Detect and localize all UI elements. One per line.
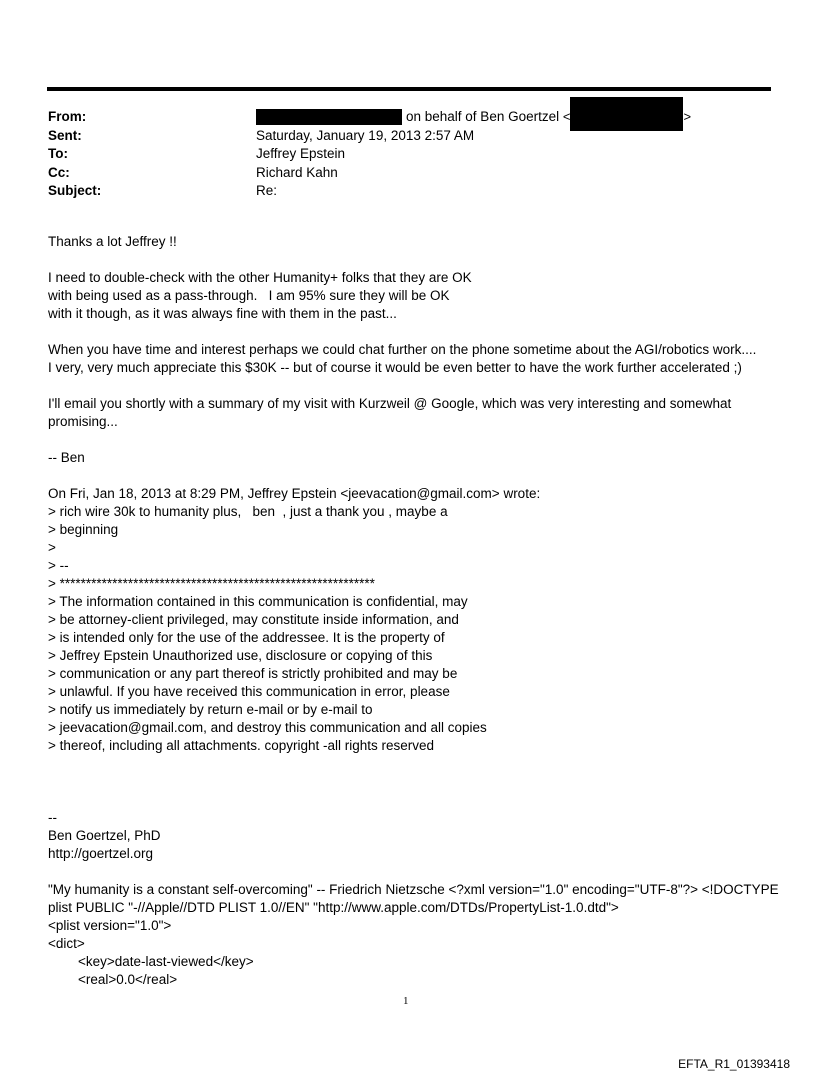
plist-line: <plist version="1.0"> — [48, 918, 172, 933]
quoted-line: > The information contained in this communication is confidential, may — [48, 594, 468, 609]
document-id: EFTA_R1_01393418 — [678, 1057, 790, 1071]
body-line: with being used as a pass-through. I am 95% sure they will be OK — [48, 288, 450, 303]
cc-label: Cc: — [48, 164, 70, 180]
cc-row — [48, 164, 768, 183]
body-line: promising... — [48, 414, 118, 429]
body-line: with it though, as it was always fine with them in the past... — [48, 306, 397, 321]
subject-row — [48, 182, 768, 201]
subject-label: Subject: — [48, 183, 102, 198]
email-body — [48, 233, 788, 989]
body-line: I very, very much appreciate this $30K -- but of course it would be even better to have the work further accelerated ;) — [48, 360, 742, 375]
sent-label: Sent: — [48, 127, 82, 143]
signature-short: -- Ben — [48, 450, 85, 465]
signature-url: http://goertzel.org — [48, 846, 154, 861]
quoted-line: > is intended only for the use of the addressee. It is the property of — [48, 630, 445, 645]
sent-value: Saturday, January 19, 2013 2:57 AM — [256, 127, 475, 143]
from-label: From: — [48, 109, 87, 124]
body-line: Thanks a lot Jeffrey !! — [48, 234, 177, 249]
page-number: 1 — [403, 995, 409, 1007]
quoted-line: > -- — [48, 558, 69, 573]
plist-line: <dict> — [48, 936, 85, 951]
quoted-line: > be attorney-client privileged, may constitute inside information, and — [48, 612, 459, 627]
from-gt: > — [683, 109, 692, 124]
quoted-line: > — [48, 540, 56, 555]
body-line: When you have time and interest perhaps we could chat further on the phone sometime about the AGI/robotics work.... — [48, 342, 757, 357]
quoted-line: > Jeffrey Epstein Unauthorized use, disclosure or copying of this — [48, 648, 433, 663]
plist-line: plist PUBLIC "-//Apple//DTD PLIST 1.0//EN" "http://www.apple.com/DTDs/PropertyList-1.0.dtd"> — [48, 900, 619, 915]
signature-quote: "My humanity is a constant self-overcoming" -- Friedrich Nietzsche <?xml version="1.0" encoding="UTF-8"?> <!DOCTYPE — [48, 882, 779, 897]
quoted-line: > thereof, including all attachments. copyright -all rights reserved — [48, 738, 435, 753]
body-line: I'll email you shortly with a summary of my visit with Kurzweil @ Google, which was very interesting and somewhat — [48, 396, 732, 411]
redaction-box — [256, 109, 402, 125]
to-label: To: — [48, 146, 68, 161]
subject-value: Re: — [256, 183, 278, 198]
from-lt: < — [562, 109, 571, 124]
quoted-line: > communication or any part thereof is strictly prohibited and may be — [48, 666, 458, 681]
plist-line: <real>0.0</real> — [48, 972, 178, 987]
from-text: on behalf of Ben Goertzel — [406, 109, 560, 124]
sent-row — [48, 127, 768, 146]
quoted-line: > jeevacation@gmail.com, and destroy this communication and all copies — [48, 720, 487, 735]
signature-name: Ben Goertzel, PhD — [48, 828, 161, 843]
to-value: Jeffrey Epstein — [256, 146, 346, 161]
quoted-line: > rich wire 30k to humanity plus, ben , just a thank you , maybe a — [48, 504, 448, 519]
signature-separator: -- — [48, 810, 57, 825]
quote-intro: On Fri, Jan 18, 2013 at 8:29 PM, Jeffrey Epstein <jeevacation@gmail.com> wrote: — [48, 486, 541, 501]
plist-line: <key>date-last-viewed</key> — [48, 954, 254, 969]
email-header — [48, 108, 768, 201]
to-row — [48, 145, 768, 164]
quoted-line: > beginning — [48, 522, 119, 537]
quoted-line: > notify us immediately by return e-mail or by e-mail to — [48, 702, 373, 717]
quoted-line: > ************************************************************ — [48, 576, 375, 591]
body-line: I need to double-check with the other Humanity+ folks that they are OK — [48, 270, 472, 285]
cc-value: Richard Kahn — [256, 164, 338, 180]
quoted-line: > unlawful. If you have received this communication in error, please — [48, 684, 450, 699]
header-rule — [47, 87, 771, 91]
from-row — [48, 108, 768, 127]
